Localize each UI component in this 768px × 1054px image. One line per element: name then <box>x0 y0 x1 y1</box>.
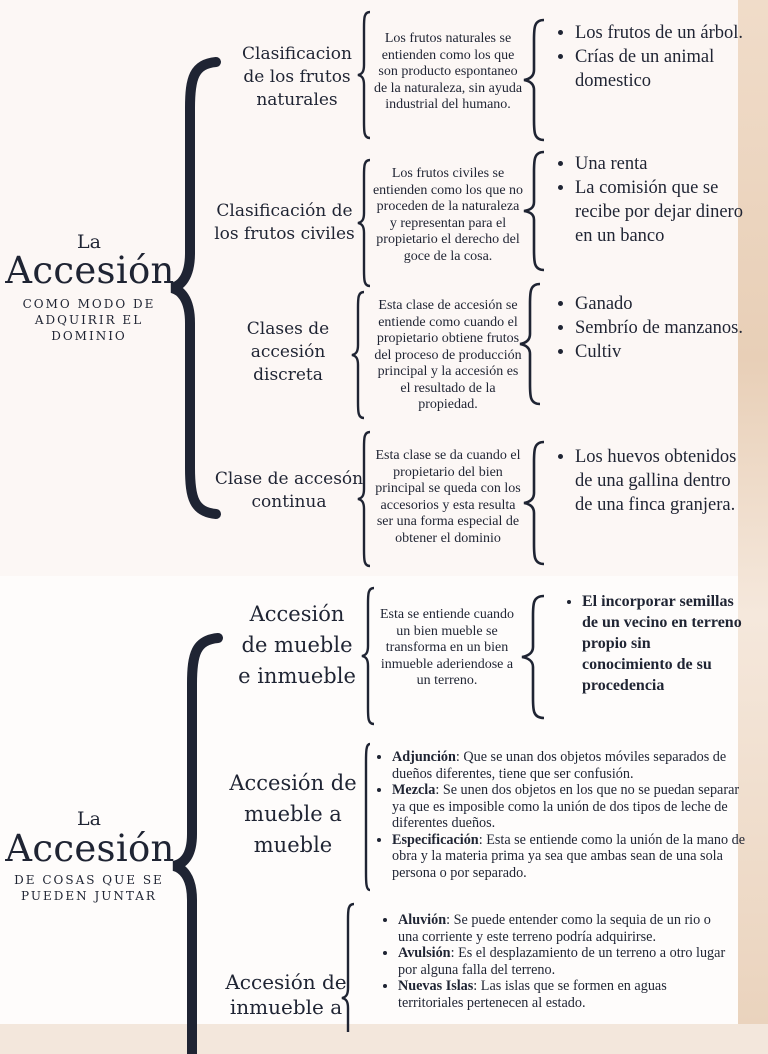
main-subtitle: DE COSAS QUE SE PUEDEN JUNTAR <box>14 873 164 903</box>
category-mueble-inmueble: Accesión de mueble e inmueble <box>238 602 356 688</box>
example-item: • Cultiv <box>575 340 745 364</box>
category-frutos-naturales: Clasificacion de los frutos naturales <box>242 44 352 110</box>
definition-avulsion <box>398 945 728 978</box>
examples-frutos-civiles <box>559 152 745 248</box>
examples-accesion-discreta <box>559 292 745 364</box>
term: Nuevas Islas <box>398 978 474 994</box>
brace-examples-4 <box>522 440 548 566</box>
brace-category-inmueble <box>340 902 360 1032</box>
term: Aluvión <box>398 912 447 928</box>
definition-aluvion <box>398 912 728 945</box>
definition-text: : Las islas que se formen en aguas territoriales pertenecen al estado. <box>398 978 667 1011</box>
example-item: • La comisión que se recibe por dejar dinero en un banco <box>575 176 745 248</box>
example-item: • Crías de un animal domestico <box>575 45 745 93</box>
example-item: • El incorporar semillas de un vecino en terreno propio sin conocimiento de su procedencia <box>582 591 742 696</box>
main-brace <box>168 58 228 518</box>
category-inmueble-a: Accesión de inmueble a <box>225 970 347 1019</box>
main-brace <box>170 634 230 1054</box>
category-frutos-civiles: Clasificación de los frutos civiles <box>214 201 355 244</box>
definition-especificacion <box>392 832 748 882</box>
example-item: • Los huevos obtenidos de una gallina dentro de una finca granjera. <box>575 445 745 517</box>
definitions-mueble-mueble <box>378 749 748 881</box>
description-accesion-continua: Esta clase se da cuando el propietario del bien principal se queda con los accesorios y esta resulta ser una forma especial de obtener el dominio <box>375 448 521 546</box>
main-title-prefix: La <box>77 808 101 830</box>
definition-text: : Se unen dos objetos en los que no se puedan separar ya que es imposible como la unión de dos tipos de leche de diferentes dueños. <box>392 782 740 831</box>
examples-accesion-continua <box>559 445 745 517</box>
term: Avulsión <box>398 945 451 961</box>
definitions-inmueble <box>384 912 728 1011</box>
concept-map-accesion-cosas <box>0 576 746 1024</box>
definition-text: : Que se unan dos objetos móviles separados de dueños diferentes, tiene que ser confusión. <box>392 749 727 782</box>
definition-text: : Es el desplazamiento de un terreno a otro lugar por alguna falla del terreno. <box>398 945 726 978</box>
main-title: Accesión <box>5 249 175 292</box>
brace-example-mueble-inmueble <box>520 594 548 720</box>
category-accesion-continua: Clase de accesón continua <box>214 469 364 512</box>
category-accesion-discreta: Clases de accesión discreta <box>246 319 330 385</box>
brace-examples-2 <box>522 150 548 272</box>
brace-examples-3 <box>518 282 544 406</box>
category-mueble-mueble: Accesión de mueble a mueble <box>229 771 357 857</box>
description-mueble-inmueble: Esta se entiende cuando un bien mueble se transforma en un bien inmueble aderiendose a un terreno. <box>379 607 515 688</box>
definition-mezcla <box>392 782 748 832</box>
term: Especificación <box>392 831 479 848</box>
definition-adjuncion <box>392 749 748 782</box>
definition-text: : Esta se entiende como la unión de la mano de obra y la materia prima ya sea que ambas sean de una sola persona o por separado. <box>392 831 746 881</box>
term: Adjunción <box>392 749 456 765</box>
description-frutos-civiles: Los frutos civiles se entienden como los que no proceden de la naturaleza y representan para el propietario el derecho del goce de la cosa. <box>372 166 524 264</box>
example-item: • Ganado <box>575 292 745 316</box>
term: Mezcla <box>392 782 436 798</box>
main-title: Accesión <box>5 827 175 870</box>
example-item: • Los frutos de un árbol. <box>575 21 745 45</box>
brace-category-3 <box>350 290 370 420</box>
description-accesion-discreta: Esta clase de accesión se entiende como cuando el propietario obtiene frutos del proceso de producción principal y la accesión es el resultado de la propiedad. <box>374 298 522 412</box>
definition-text: : Se puede entender como la sequia de un rio o una corriente y este terreno podría adquirirse. <box>398 912 711 945</box>
brace-examples-1 <box>522 18 548 142</box>
definition-nuevas-islas <box>398 978 728 1011</box>
brace-category-mueble-mueble <box>362 742 376 892</box>
example-item: • Sembrío de manzanos. <box>575 316 745 340</box>
description-frutos-naturales: Los frutos naturales se entienden como los que son producto espontaneo de la naturaleza, sin ayuda industrial del humano. <box>373 31 523 112</box>
example-item: • Una renta <box>575 152 745 176</box>
example-mueble-inmueble <box>566 591 742 696</box>
examples-frutos-naturales <box>559 21 745 93</box>
main-title-prefix: La <box>77 231 101 253</box>
main-subtitle: COMO MODO DE ADQUIRIR EL DOMINIO <box>22 297 156 343</box>
